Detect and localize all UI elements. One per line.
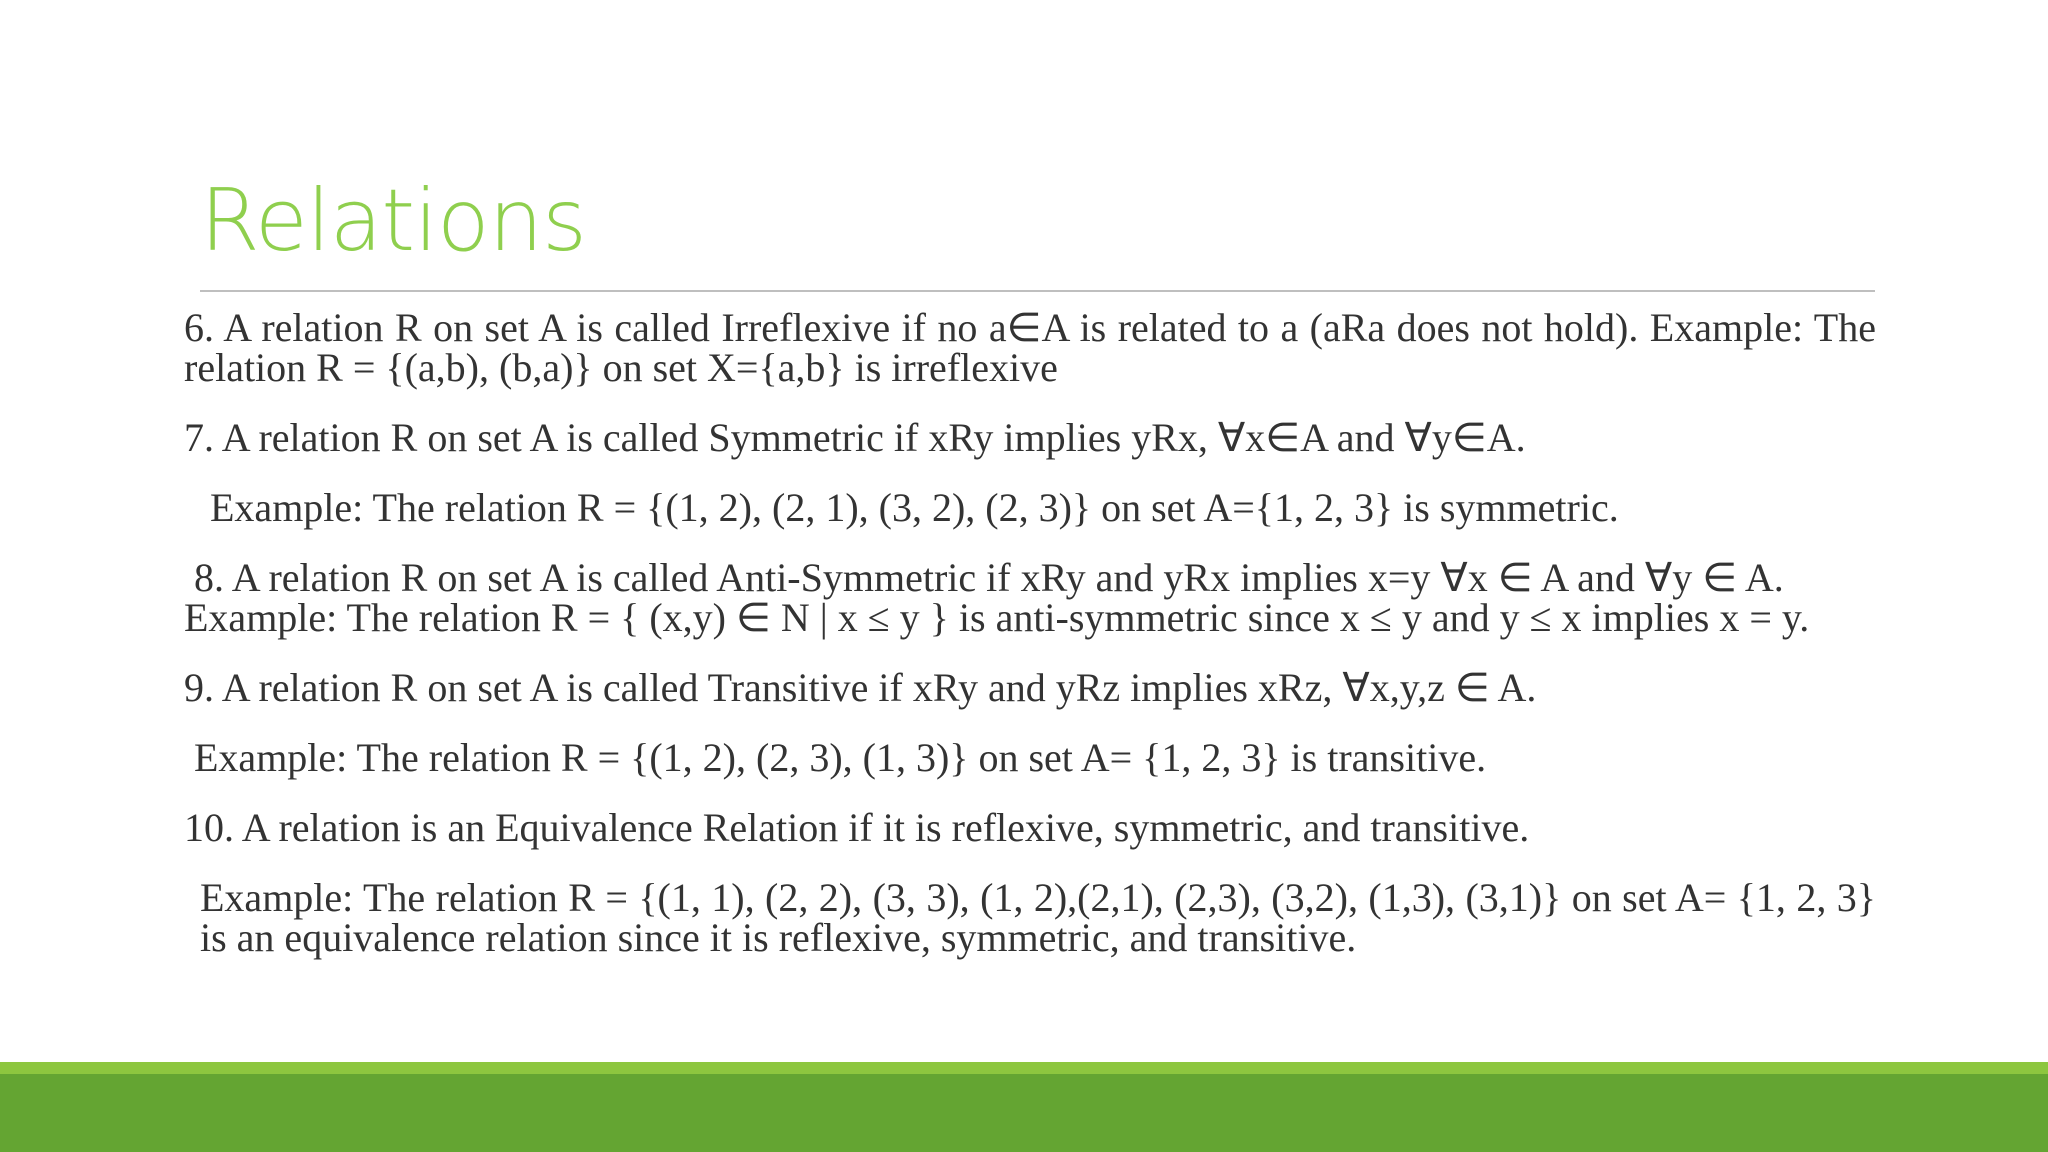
definition-transitive: 9. A relation R on set A is called Transitive if xRy and yRz implies xRz, ∀x,y,z ∈ A. <box>184 665 1537 710</box>
example-transitive: Example: The relation R = {(1, 2), (2, 3), (1, 3)} on set A= {1, 2, 3} is transitive. <box>194 735 1487 780</box>
title-divider <box>200 290 1875 292</box>
example-anti-symmetric: Example: The relation R = { (x,y) ∈ N | x ≤ y } is anti-symmetric since x ≤ y and y ≤ x implies x = y. <box>184 595 1810 640</box>
example-equivalence: Example: The relation R = {(1, 1), (2, 2), (3, 3), (1, 2),(2,1), (2,3), (3,2), (1,3), (3,1)} on set A= {1, 2, 3} is an equivalence relation since it is reflexive, symmetric, and transitive. <box>200 875 1876 960</box>
definition-symmetric: 7. A relation R on set A is called Symmetric if xRy implies yRx, ∀x∈A and ∀y∈A. <box>184 415 1526 460</box>
definition-equivalence: 10. A relation is an Equivalence Relation if it is reflexive, symmetric, and transitive. <box>184 805 1530 850</box>
definition-anti-symmetric-text: 8. A relation R on set A is called Anti-Symmetric if xRy and yRx implies x=y ∀x ∈ A and ∀y ∈ A. <box>194 555 1784 600</box>
definition-irreflexive: 6. A relation R on set A is called Irreflexive if no a∈A is related to a (aRa does not hold). Example: The relation R = {(a,b), (b,a)} on set X={a,b} is irreflexive <box>184 305 1876 390</box>
definition-anti-symmetric <box>184 555 1876 640</box>
slide-content <box>184 305 1876 986</box>
footer-bar <box>0 1062 2048 1152</box>
example-symmetric: Example: The relation R = {(1, 2), (2, 1), (3, 2), (2, 3)} on set A={1, 2, 3} is symmetric. <box>210 485 1619 530</box>
footer-bar-accent <box>0 1062 2048 1074</box>
slide-title: Relations <box>200 171 586 271</box>
